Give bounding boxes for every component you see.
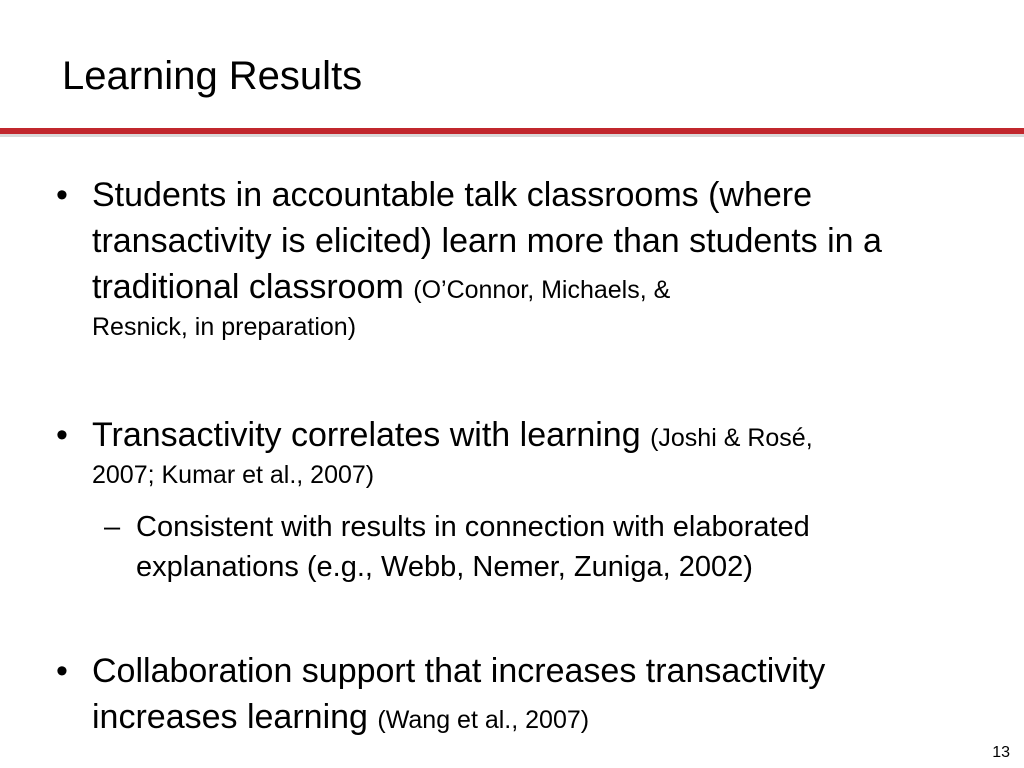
bullet-text	[92, 412, 966, 493]
bullet-citation-continued: Resnick, in preparation)	[92, 313, 357, 341]
page-number: 13	[992, 744, 1010, 761]
slide-title: Learning Results	[62, 54, 363, 98]
bullet-main-text: Students in accountable talk classrooms (where transactivity is elicited) learn more than students in a traditional classroom	[92, 176, 882, 306]
bullet-item-2	[56, 412, 966, 493]
bullet-citation: (O’Connor, Michaels, &	[413, 276, 671, 304]
bullet-citation: (Joshi & Rosé,	[650, 424, 813, 452]
title-divider-shadow	[0, 134, 1024, 137]
bullet-item-1	[56, 172, 966, 345]
bullet-marker: •	[56, 416, 68, 454]
bullet-main-text: Collaboration support that increases transactivity increases learning	[92, 652, 826, 736]
sub-bullet-text: Consistent with results in connection with elaborated explanations (e.g., Webb, Nemer, Zuniga, 2002)	[136, 511, 810, 583]
sub-bullet-marker: –	[104, 511, 121, 543]
bullet-citation-continued: 2007; Kumar et al., 2007)	[92, 461, 375, 489]
bullet-item-3	[56, 648, 966, 743]
bullet-marker: •	[56, 176, 68, 214]
bullet-text	[92, 648, 966, 743]
bullet-text	[92, 172, 966, 345]
sub-bullet-item-1	[104, 507, 964, 587]
bullet-marker: •	[56, 652, 68, 690]
bullet-main-text: Transactivity correlates with learning	[92, 416, 641, 454]
bullet-citation: (Wang et al., 2007)	[377, 706, 590, 734]
